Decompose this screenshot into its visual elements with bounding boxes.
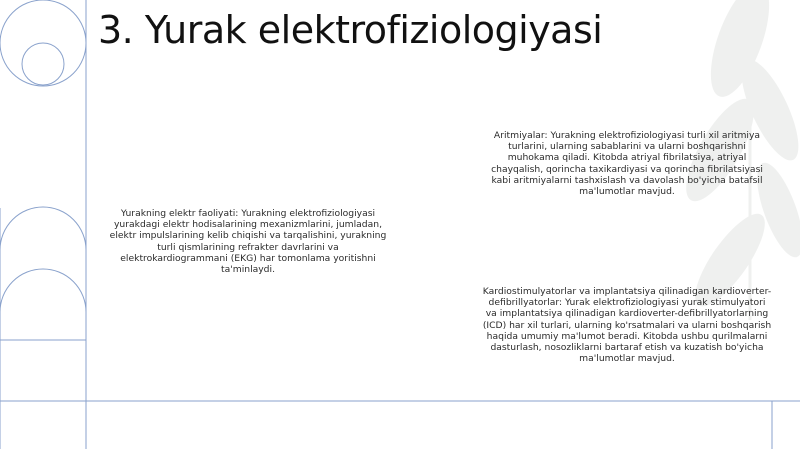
deco-arc-middle — [0, 207, 86, 250]
text-block-arrhythmias: Aritmiyalar: Yurakning elektrofiziologiyasi turli xil aritmiya turlarini, ularning sabablarini va ularni boshqarishni muhokama qiladi. Kitobda atriyal fibrilatsiya, atriyal chayqalish, qorincha taxikardiyasi va qorincha fibrilatsiyasi kabi aritmiyalarni tashxislash va davolash bo'yicha batafsil ma'lumotlar mavjud. — [491, 130, 763, 198]
text-block-pacemakers: Kardiostimulyatorlar va implantatsiya qilinadigan kardioverter-defibrillyatorlar: Yurak elektrofiziologiyasi yurak stimulyatori va implantatsiya qilinadigan kardioverter-defibrillyatorlarning (ICD) har xil turlari, ularning ko'rsatmalari va ularni boshqarish haqida umumiy ma'lumot beradi. Kitobda ushbu qurilmalarni dasturlash, nosozliklarni bartaraf etish va kuzatish bo'yicha ma'lumotlar mavjud. — [482, 286, 772, 365]
deco-circle-small-top — [22, 43, 64, 85]
deco-arc-lower — [0, 269, 86, 312]
deco-circle-large-top — [0, 0, 86, 86]
leaf-watermark-icon — [570, 0, 800, 449]
slide-title: 3. Yurak elektrofiziologiyasi — [98, 8, 603, 52]
text-block-electrical-activity: Yurakning elektr faoliyati: Yurakning elektrofiziologiyasi yurakdagi elektr hodisalarining mexanizmlarini, jumladan, elektr impulslarining kelib chiqishi va tarqalishini, yurakning turli qismlarining refrakter davrlarini va elektrokardiogrammani (EKG) har tomonlama yoritishni ta'minlaydi. — [109, 208, 387, 276]
